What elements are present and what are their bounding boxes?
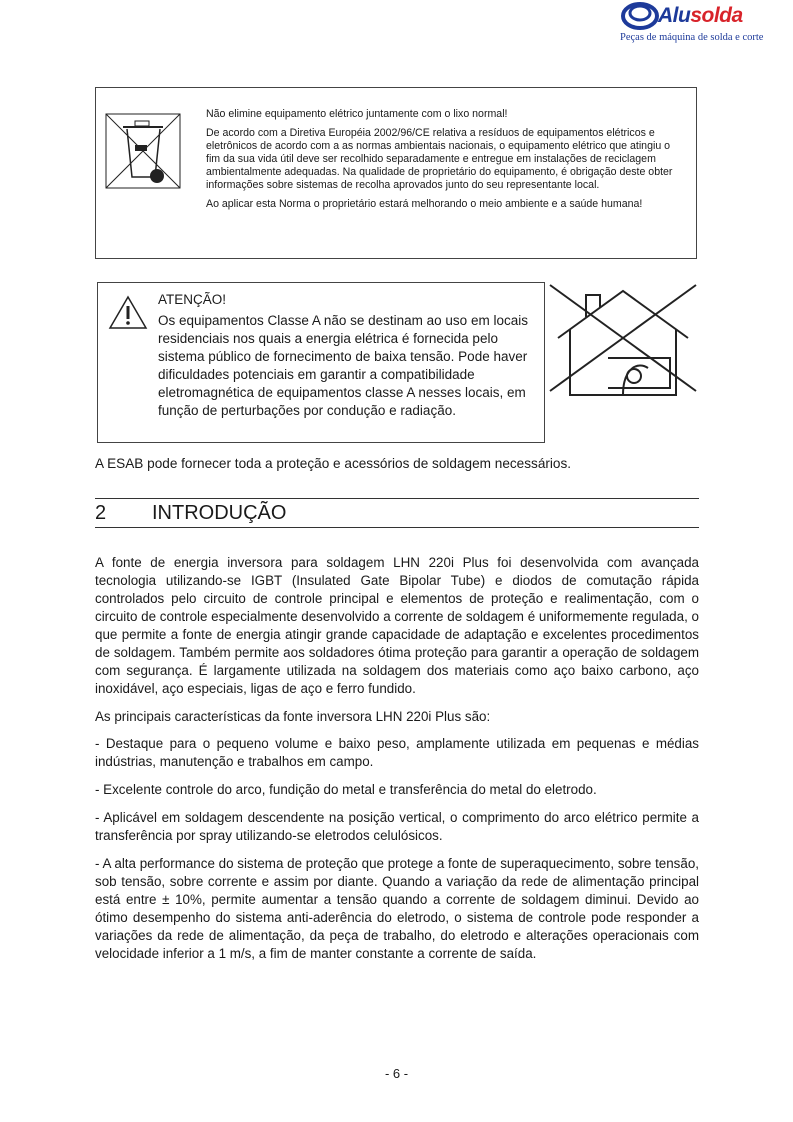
section-title: INTRODUÇÃO	[152, 502, 287, 524]
warning-title: ATENÇÃO!	[158, 292, 227, 307]
section-number: 2	[95, 502, 107, 524]
feature-item: - Destaque para o pequeno volume e baixo peso, amplamente utilizada em pequenas e médias indústrias, manutenção e trabalhos em campo.	[95, 736, 699, 769]
logo-text: Alusolda	[658, 4, 743, 27]
weee-notice-box	[95, 87, 697, 259]
warning-triangle-icon	[108, 295, 148, 331]
crossed-out-house-plug-icon	[548, 283, 698, 423]
feature-item: - Excelente controle do arco, fundição do metal e transferência do metal do eletrodo.	[95, 782, 597, 797]
alusolda-logo	[618, 2, 793, 46]
section-rule-bottom	[95, 527, 699, 528]
page-number: - 6 -	[384, 1066, 409, 1081]
feature-item: - Aplicável em soldagem descendente na posição vertical, o comprimento do arco elétrico permite a transferência por spray utilizando-se eletrodos celulósicos.	[95, 810, 699, 843]
section-rule-top	[95, 498, 699, 499]
warning-box	[97, 282, 545, 443]
section-heading	[95, 502, 286, 525]
crossed-out-bin-icon	[105, 113, 181, 189]
logo-swoosh-icon	[620, 2, 660, 32]
features-intro: As principais características da fonte inversora LHN 220i Plus são:	[95, 709, 491, 724]
esab-note: A ESAB pode fornecer toda a proteção e acessórios de soldagem necessários.	[95, 456, 572, 471]
weee-directive-text: De acordo com a Diretiva Européia 2002/96/CE relativa a resíduos de equipamentos elétricos e eletrônicos de acordo com a as normas ambientais nacionais, o equipamento elétrico que atingiu o fim da sua vida útil deve ser recolhido separadamente e entregue em instalações de reciclagem ambientalmente adequadas. Na qualidade de proprietário do equipamento, é obrigação deste obter informações sobre sistemas de recolha aprovados junto do seu representante local.	[206, 127, 673, 191]
logo-tagline: Peças de máquina de solda e corte	[620, 32, 764, 43]
intro-paragraph: A fonte de energia inversora para soldagem LHN 220i Plus foi desenvolvida com avançada tecnologia utilizando-se IGBT (Insulated Gate Bipolar Tube) e diodos de comutação rápida controlados pelo circuito de controle principal e elementos de proteção e realimentação, com o circuito de controle especialmente desenvolvido a corrente de soldagem é uniformemente regulada, o que permite a fonte de energia atingir grande capacidade de adaptação e excelentes procedimentos de soldagem. Também permite aos soldadores ótima proteção para garantir a operação de soldagem com segurança. É largamente utilizada na soldagem dos materiais como aço baixo carbono, aço inoxidável, aço especiais, ligas de aço e ferro fundido.	[95, 555, 699, 696]
weee-heading: Não elimine equipamento elétrico juntamente com o lixo normal!	[206, 108, 508, 120]
warning-body: Os equipamentos Classe A não se destinam ao uso em locais residenciais nos quais a energia elétrica é fornecida pelo sistema público de fornecimento de baixa tensão. Pode haver dificuldades potenciais em garantir a compatibilidade eletromagnética de equipamentos classe A nesses locais, em função de perturbações por condução e radiação.	[158, 313, 528, 418]
weee-closing-text: Ao aplicar esta Norma o proprietário estará melhorando o meio ambiente e a saúde humana!	[206, 198, 643, 210]
feature-item: - A alta performance do sistema de proteção que protege a fonte de superaquecimento, sobre tensão, sob tensão, sobre corrente e assim por diante. Quando a variação da rede de alimentação principal está entre ± 10%, permite aumentar a tensão quando a corrente de soldagem diminui. Devido ao ótimo desempenho do sistema anti-aderência do eletrodo, o sistema de controle pode responder a variações da rede de alimentação, da peça de trabalho, do eletrodo e alterações operacionais com velocidade inferior a 1 m/s, a fim de manter constante a corrente de saída.	[95, 856, 699, 961]
